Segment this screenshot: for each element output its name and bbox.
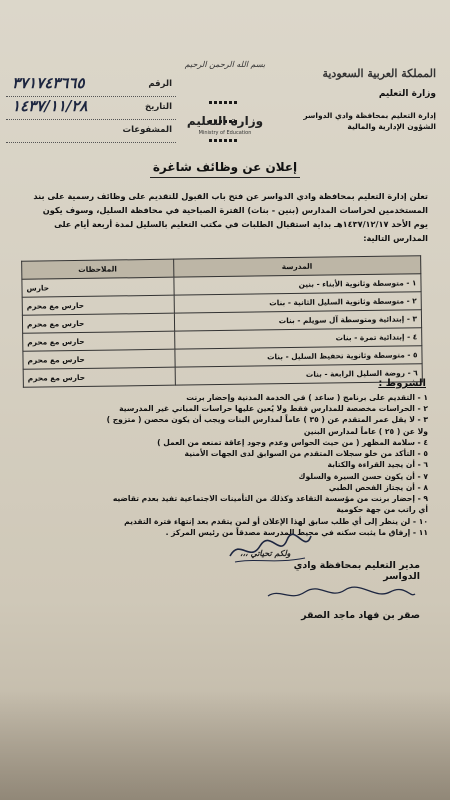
- ref-date-value: ١٤٣٧/١١/٢٨: [12, 97, 88, 115]
- pen-scribble-icon: [260, 584, 420, 604]
- title-underline: [150, 177, 300, 178]
- signatory-name: صقر بن فهاد ماجد الصقر: [301, 610, 420, 621]
- note-cell: حارس مع محرم: [23, 367, 175, 387]
- logo-text: وزارة التعليم: [186, 114, 264, 128]
- schools-table: [21, 255, 423, 388]
- closing-greeting: ولكم تحياتي ،،،: [240, 549, 291, 558]
- col-school-header: المدرسة: [173, 256, 421, 277]
- school-cell: ١ - متوسطة وثانوية الأبناء - بنين: [174, 274, 422, 295]
- logo-subtitle: Ministry of Education: [198, 130, 252, 136]
- reference-block: [6, 74, 176, 143]
- list-item: ١١ - إرفاق ما يثبت سكنه في محيط المدرسة مصدقاً من رئيس المركز .: [165, 527, 428, 537]
- basmala: بسم الله الرحمن الرحيم: [184, 60, 266, 69]
- list-item: أي راتب من جهة حكومية: [336, 505, 428, 515]
- ministry-name: وزارة التعليم: [378, 88, 436, 99]
- ministry-header: [286, 66, 436, 133]
- ref-number-label: الرقم: [148, 79, 172, 89]
- note-cell: حارس مع محرم: [22, 313, 174, 333]
- signatory-title: مدير التعليم بمحافظة وادي الدواسر: [293, 560, 420, 582]
- logo-dots-icon: [208, 90, 242, 112]
- conditions-title: الشروط :: [378, 378, 426, 389]
- list-item: ١ - التقديم على برنامج ( ساعد ) في الخدمة المدنية وإحضار برنت: [186, 393, 428, 402]
- col-notes-header: الملاحظات: [22, 259, 174, 279]
- ministry-logo: [180, 88, 270, 138]
- school-cell: ٤ - إبتدائية تمرة - بنات: [174, 328, 422, 349]
- admin-line-1: إدارة التعليم بمحافظة وادي الدواسر: [303, 110, 436, 120]
- ref-attachments-label: المشفوعات: [122, 125, 172, 135]
- ref-number-value: ٣٧١٧٤٣٦٦٥: [12, 74, 85, 92]
- ref-number-row: [6, 74, 176, 97]
- ref-date-label: التاريخ: [145, 102, 172, 112]
- list-item: ٨ - أن يجتاز الفحص الطبي: [328, 482, 428, 492]
- list-item: ولا عن ( ٢٥ ) عاماً لمدارس البنين: [303, 426, 428, 436]
- announcement-title: إعلان عن وظائف شاغرة: [152, 160, 298, 174]
- list-item: ٣ - لا يقل عمر المتقدم عن ( ٣٥ ) عاماً لمدارس البنات ويجب أن يكون محصن ( متزوج ): [106, 415, 428, 425]
- intro-paragraph: تعلن إدارة التعليم بمحافظة وادي الدواسر عن فتح باب القبول للتقديم على وظائف رسمية على بند المستخدمين لحراسات المدارس (بنين - بنات) الفترة الصباحية في محافظة السليل، وسوف يكون يوم الأحد ١٤٣٧/١٢/١٧هـ بداية استقبال الطلبات في مكتب التعليم بالسليل لمدة أربعة أيام على المدارس التالية:: [33, 191, 428, 243]
- list-item: ٧ - أن يكون حسن السيرة والسلوك: [298, 471, 428, 481]
- ref-date-row: [6, 97, 176, 120]
- school-cell: ٣ - إبتدائية ومتوسطة آل سويلم - بنات: [174, 310, 422, 331]
- note-cell: حارس: [22, 277, 174, 297]
- list-item: ٥ - التأكد من خلو سجلات المتقدم من السوابق لدى الجهات الأمنية: [184, 449, 428, 459]
- list-item: ٢ - الحراسات مخصصة للمدارس فقط ولا يُعين عليها حراسات المباني غير المدرسية: [119, 404, 428, 414]
- school-cell: ٦ - روضة السليل الرابعة - بنات: [175, 364, 423, 385]
- conditions-list: [28, 392, 428, 538]
- list-item: ٩ - إحضار برنت من مؤسسة التقاعد وكذلك من التأمينات الاجتماعية تفيد بعدم تقاضيه: [112, 494, 428, 504]
- ref-attachments-row: [6, 120, 176, 143]
- school-cell: ٢ - متوسطة وثانوية السليل الثانية - بنات: [174, 292, 422, 313]
- admin-line-2: الشؤون الإدارية والمالية: [347, 121, 436, 131]
- note-cell: حارس مع محرم: [23, 331, 175, 351]
- school-cell: ٥ - متوسطة وثانوية تحفيظ السليل - بنات: [175, 346, 423, 367]
- signature-block: [260, 560, 420, 621]
- note-cell: حارس مع محرم: [22, 295, 174, 315]
- list-item: ٤ - سلامة المظهر ( من حيث الحواس وعدم وجود إعاقة تمنعه من العمل ): [157, 437, 428, 447]
- list-item: ١٠ - لن ينظر إلى أي طلب سابق لهذا الإعلان أو لمن يتقدم بعد إنتهاء فترة التقديم: [124, 516, 428, 526]
- kingdom-name: المملكة العربية السعودية: [322, 67, 436, 80]
- note-cell: حارس مع محرم: [23, 349, 175, 369]
- list-item: ٦ - أن يجيد القراءة والكتابة: [327, 460, 428, 470]
